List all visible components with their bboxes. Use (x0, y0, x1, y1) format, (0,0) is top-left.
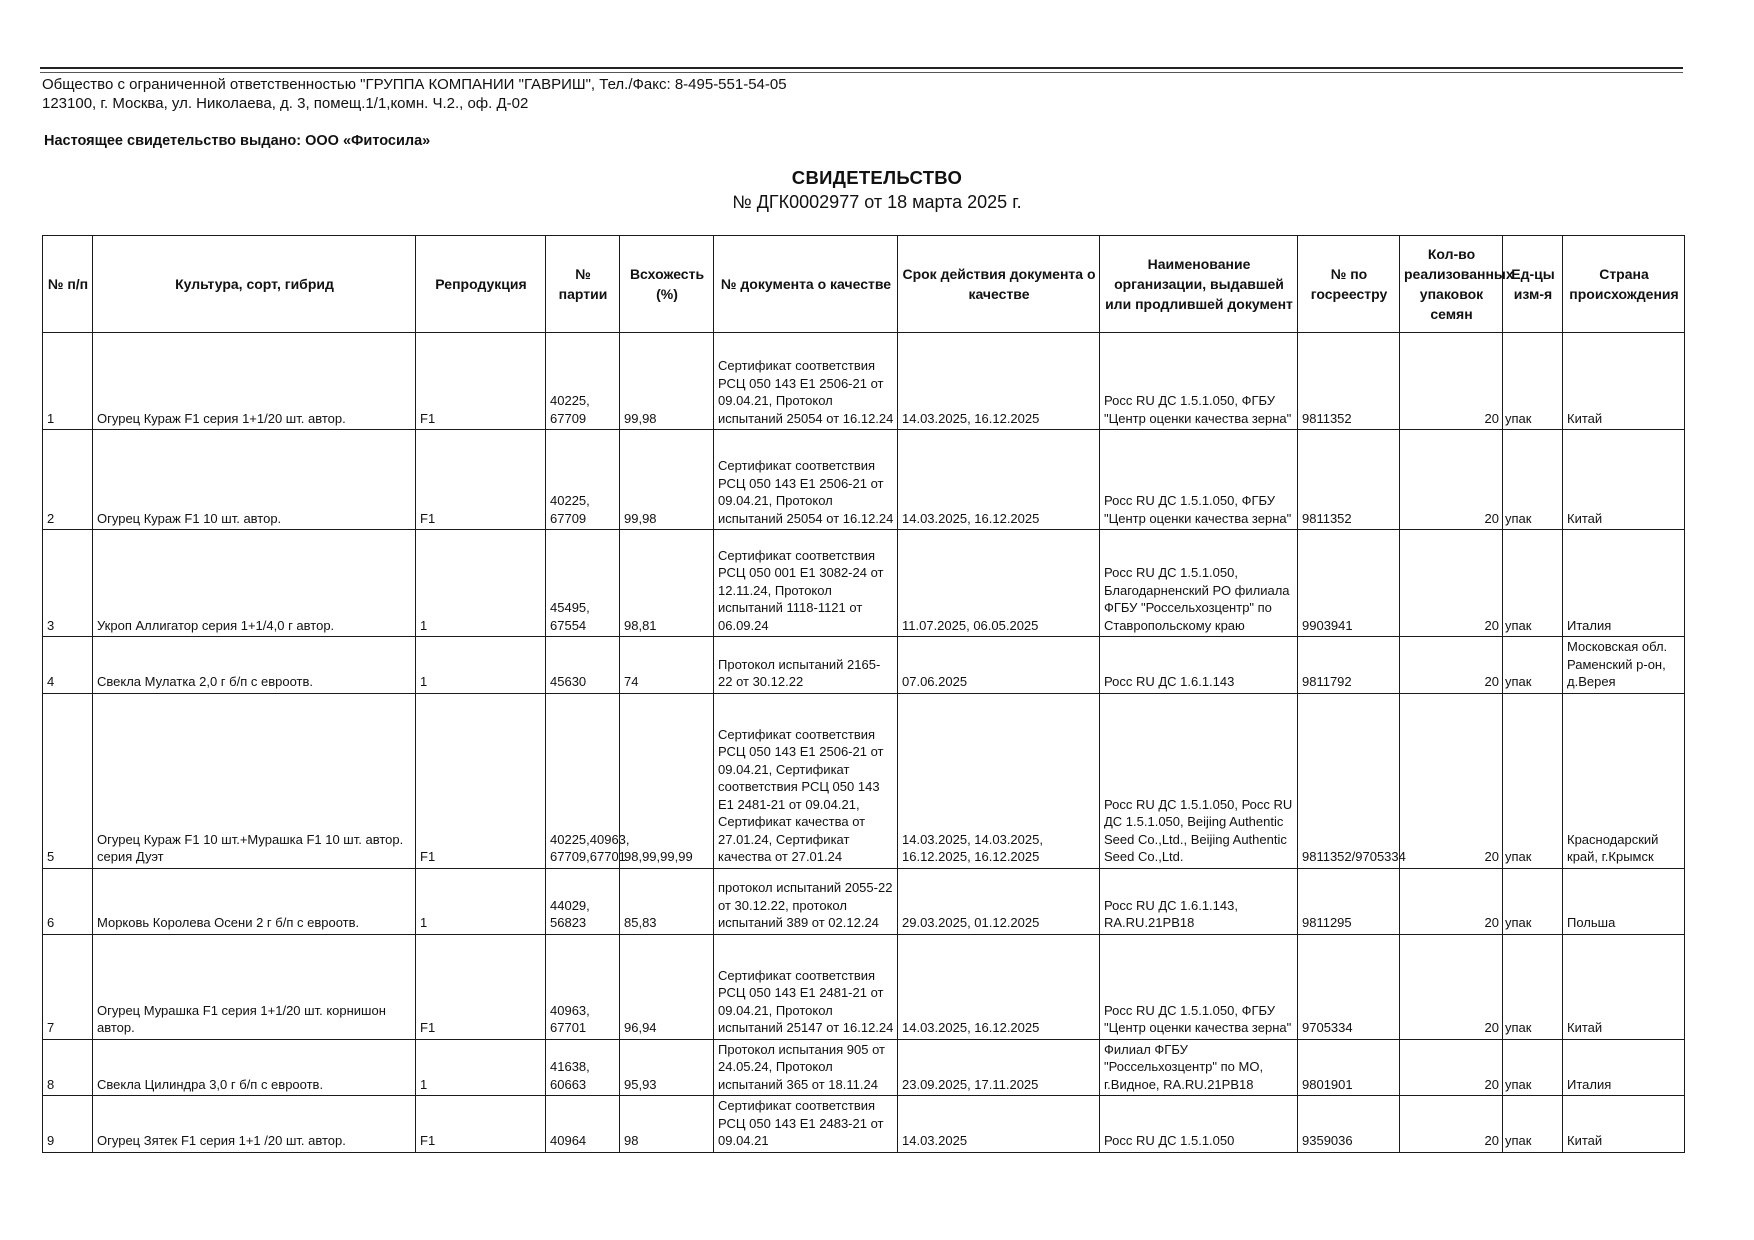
cell-quality-doc: Сертификат соответствия РСЦ 050 143 Е1 2506-21 от 09.04.21, Протокол испытаний 25054 от 16.12.24 (714, 430, 898, 530)
cell-organization: Росс RU ДС 1.5.1.050, ФГБУ "Центр оценки качества зерна" (1100, 333, 1298, 430)
cell-country: Китай (1563, 333, 1685, 430)
cell-number: 6 (43, 868, 93, 934)
cell-batch: 40225, 67709 (546, 333, 620, 430)
cell-batch: 40225, 67709 (546, 430, 620, 530)
cell-unit: упак (1503, 1039, 1563, 1096)
cell-unit: упак (1503, 868, 1563, 934)
cell-validity: 23.09.2025, 17.11.2025 (898, 1039, 1100, 1096)
cell-number: 3 (43, 530, 93, 637)
cell-registry: 9359036 (1298, 1096, 1400, 1153)
cell-germination: 99,98 (620, 430, 714, 530)
company-line-1: Общество с ограниченной ответственностью "ГРУППА КОМПАНИИ "ГАВРИШ", Тел./Факс: 8-495-551-54-05 (42, 76, 787, 93)
cell-unit: упак (1503, 934, 1563, 1039)
cell-reproduction: F1 (416, 333, 546, 430)
cell-country: Московская обл. Раменский р-он, д.Верея (1563, 637, 1685, 694)
cell-validity: 29.03.2025, 01.12.2025 (898, 868, 1100, 934)
cell-culture: Огурец Зятек F1 серия 1+1 /20 шт. автор. (93, 1096, 416, 1153)
col-header-registry: № по госреестру (1298, 236, 1400, 333)
cell-registry: 9903941 (1298, 530, 1400, 637)
cell-batch: 41638, 60663 (546, 1039, 620, 1096)
cell-country: Китай (1563, 934, 1685, 1039)
col-header-organization: Наименование организации, выдавшей или продлившей документ (1100, 236, 1298, 333)
cell-organization: Росс RU ДС 1.5.1.050, Росс RU ДС 1.5.1.050, Beijing Authentic Seed Co.,Ltd., Beijing Authentic Seed Co.,Ltd. (1100, 693, 1298, 868)
cell-reproduction: 1 (416, 1039, 546, 1096)
table-row (43, 693, 1685, 868)
cell-country: Италия (1563, 530, 1685, 637)
cell-culture: Свекла Мулатка 2,0 г б/п с евроотв. (93, 637, 416, 694)
table-row (43, 1096, 1685, 1153)
cell-quality-doc: протокол испытаний 2055-22 от 30.12.22, протокол испытаний 389 от 02.12.24 (714, 868, 898, 934)
cell-germination: 74 (620, 637, 714, 694)
col-header-batch: № партии (546, 236, 620, 333)
top-rule-thin (40, 72, 1683, 73)
cell-batch: 40225,40963, 67709,67701 (546, 693, 620, 868)
cell-country: Италия (1563, 1039, 1685, 1096)
table-row (43, 430, 1685, 530)
cell-quality-doc: Сертификат соответствия РСЦ 050 001 Е1 3082-24 от 12.11.24, Протокол испытаний 1118-1121 от 06.09.24 (714, 530, 898, 637)
cell-unit: упак (1503, 530, 1563, 637)
cell-culture: Укроп Аллигатор серия 1+1/4,0 г автор. (93, 530, 416, 637)
cell-organization: Росс RU ДС 1.6.1.143, RA.RU.21PB18 (1100, 868, 1298, 934)
cell-reproduction: 1 (416, 530, 546, 637)
cell-validity: 14.03.2025 (898, 1096, 1100, 1153)
cell-quality-doc: Протокол испытаний 2165-22 от 30.12.22 (714, 637, 898, 694)
cell-batch: 40963, 67701 (546, 934, 620, 1039)
cell-reproduction: 1 (416, 868, 546, 934)
cell-organization: Филиал ФГБУ "Россельхозцентр" по МО, г.Видное, RA.RU.21PB18 (1100, 1039, 1298, 1096)
cell-number: 4 (43, 637, 93, 694)
cell-validity: 14.03.2025, 14.03.2025, 16.12.2025, 16.12.2025 (898, 693, 1100, 868)
cell-germination: 98,81 (620, 530, 714, 637)
cell-reproduction: F1 (416, 430, 546, 530)
cell-unit: упак (1503, 1096, 1563, 1153)
cell-culture: Морковь Королева Осени 2 г б/п с евроотв. (93, 868, 416, 934)
table-row (43, 530, 1685, 637)
cell-number: 2 (43, 430, 93, 530)
cell-number: 9 (43, 1096, 93, 1153)
cell-quality-doc: Сертификат соответствия РСЦ 050 143 Е1 2481-21 от 09.04.21, Протокол испытаний 25147 от 16.12.24 (714, 934, 898, 1039)
cell-reproduction: F1 (416, 693, 546, 868)
document-number: № ДГК0002977 от 18 марта 2025 г. (732, 192, 1022, 212)
col-header-quality-doc: № документа о качестве (714, 236, 898, 333)
cell-number: 7 (43, 934, 93, 1039)
cell-validity: 11.07.2025, 06.05.2025 (898, 530, 1100, 637)
table-header-row (43, 236, 1685, 333)
cell-quantity: 20 (1400, 868, 1503, 934)
cell-quality-doc: Сертификат соответствия РСЦ 050 143 Е1 2483-21 от 09.04.21 (714, 1096, 898, 1153)
table-row (43, 868, 1685, 934)
cell-quantity: 20 (1400, 333, 1503, 430)
cell-unit: упак (1503, 693, 1563, 868)
cell-validity: 14.03.2025, 16.12.2025 (898, 333, 1100, 430)
col-header-quantity: Кол-во реализованных упаковок семян (1400, 236, 1503, 333)
cell-validity: 14.03.2025, 16.12.2025 (898, 430, 1100, 530)
table-row (43, 934, 1685, 1039)
cell-validity: 07.06.2025 (898, 637, 1100, 694)
cell-number: 8 (43, 1039, 93, 1096)
cell-quantity: 20 (1400, 530, 1503, 637)
cell-quantity: 20 (1400, 1096, 1503, 1153)
cell-reproduction: 1 (416, 637, 546, 694)
cell-culture: Огурец Кураж F1 10 шт. автор. (93, 430, 416, 530)
cell-culture: Огурец Мурашка F1 серия 1+1/20 шт. корнишон автор. (93, 934, 416, 1039)
cell-unit: упак (1503, 637, 1563, 694)
cell-country: Китай (1563, 430, 1685, 530)
cell-country: Польша (1563, 868, 1685, 934)
cell-germination: 85,83 (620, 868, 714, 934)
col-header-germination: Всхожесть (%) (620, 236, 714, 333)
cell-registry: 9811352/9705334 (1298, 693, 1400, 868)
cell-registry: 9811295 (1298, 868, 1400, 934)
col-header-country: Страна происхождения (1563, 236, 1685, 333)
cell-organization: Росс RU ДС 1.5.1.050, ФГБУ "Центр оценки качества зерна" (1100, 430, 1298, 530)
col-header-culture: Культура, сорт, гибрид (93, 236, 416, 333)
top-rule (40, 67, 1683, 69)
cell-quantity: 20 (1400, 637, 1503, 694)
cell-registry: 9801901 (1298, 1039, 1400, 1096)
cell-batch: 40964 (546, 1096, 620, 1153)
cell-germination: 95,93 (620, 1039, 714, 1096)
cell-organization: Росс RU ДС 1.6.1.143 (1100, 637, 1298, 694)
table-row (43, 637, 1685, 694)
cell-batch: 45630 (546, 637, 620, 694)
cell-quality-doc: Сертификат соответствия РСЦ 050 143 Е1 2506-21 от 09.04.21, Сертификат соответствия РСЦ 050 143 Е1 2481-21 от 09.04.21, Сертификат качества от 27.01.24, Сертификат качества от 27.01.24 (714, 693, 898, 868)
cell-germination: 96,94 (620, 934, 714, 1039)
cell-organization: Росс RU ДС 1.5.1.050, Благодарненский РО филиала ФГБУ "Россельхозцентр" по Ставропольскому краю (1100, 530, 1298, 637)
cell-quantity: 20 (1400, 430, 1503, 530)
cell-number: 1 (43, 333, 93, 430)
cell-reproduction: F1 (416, 1096, 546, 1153)
table-row (43, 1039, 1685, 1096)
col-header-validity: Срок действия документа о качестве (898, 236, 1100, 333)
cell-quantity: 20 (1400, 693, 1503, 868)
cell-culture: Свекла Цилиндра 3,0 г б/п с евроотв. (93, 1039, 416, 1096)
cell-batch: 44029, 56823 (546, 868, 620, 934)
cell-culture: Огурец Кураж F1 серия 1+1/20 шт. автор. (93, 333, 416, 430)
cell-country: Китай (1563, 1096, 1685, 1153)
cell-germination: 98,99,99,99 (620, 693, 714, 868)
cell-registry: 9705334 (1298, 934, 1400, 1039)
cell-number: 5 (43, 693, 93, 868)
cell-unit: упак (1503, 430, 1563, 530)
cell-registry: 9811792 (1298, 637, 1400, 694)
cell-germination: 98 (620, 1096, 714, 1153)
cell-quality-doc: Протокол испытания 905 от 24.05.24, Протокол испытаний 365 от 18.11.24 (714, 1039, 898, 1096)
table-row (43, 333, 1685, 430)
company-line-2: 123100, г. Москва, ул. Николаева, д. 3, помещ.1/1,комн. Ч.2., оф. Д-02 (42, 95, 529, 112)
col-header-number: № п/п (43, 236, 93, 333)
cell-quality-doc: Сертификат соответствия РСЦ 050 143 Е1 2506-21 от 09.04.21, Протокол испытаний 25054 от 16.12.24 (714, 333, 898, 430)
cell-registry: 9811352 (1298, 333, 1400, 430)
cell-culture: Огурец Кураж F1 10 шт.+Мурашка F1 10 шт. автор. серия Дуэт (93, 693, 416, 868)
certificate-table (42, 235, 1685, 1153)
cell-validity: 14.03.2025, 16.12.2025 (898, 934, 1100, 1039)
document-title: СВИДЕТЕЛЬСТВО (791, 167, 963, 188)
issued-to: Настоящее свидетельство выдано: ООО «Фитосила» (44, 133, 431, 149)
cell-quantity: 20 (1400, 1039, 1503, 1096)
cell-batch: 45495, 67554 (546, 530, 620, 637)
cell-organization: Росс RU ДС 1.5.1.050 (1100, 1096, 1298, 1153)
cell-organization: Росс RU ДС 1.5.1.050, ФГБУ "Центр оценки качества зерна" (1100, 934, 1298, 1039)
col-header-reproduction: Репродукция (416, 236, 546, 333)
cell-registry: 9811352 (1298, 430, 1400, 530)
cell-germination: 99,98 (620, 333, 714, 430)
cell-unit: упак (1503, 333, 1563, 430)
cell-country: Краснодарский край, г.Крымск (1563, 693, 1685, 868)
cell-reproduction: F1 (416, 934, 546, 1039)
cell-quantity: 20 (1400, 934, 1503, 1039)
col-header-unit: Ед-цы изм-я (1503, 236, 1563, 333)
